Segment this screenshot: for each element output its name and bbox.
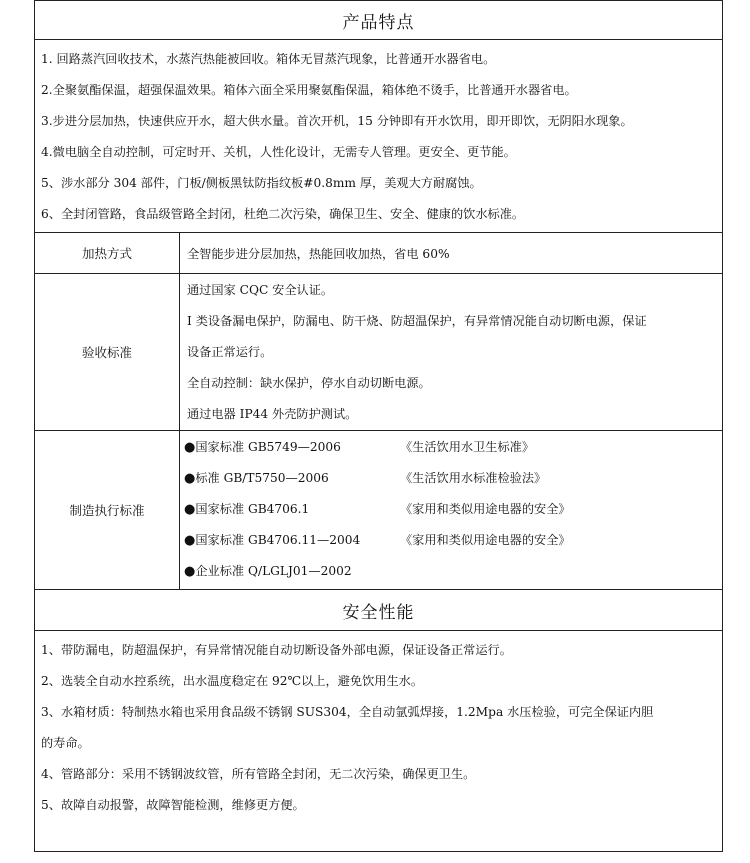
- standard-item: [184, 432, 722, 463]
- standard-item: [184, 525, 722, 556]
- standards-row: [35, 430, 722, 589]
- safety-item: 的寿命。: [41, 736, 90, 750]
- feature-item: 2.全聚氨酯保温，超强保温效果。箱体六面全采用聚氨酯保温，箱体绝不烫手，比普通开水器省电。: [41, 83, 577, 97]
- spec-document: [34, 0, 723, 852]
- standard-name: 《家用和类似用途电器的安全》: [400, 502, 571, 516]
- feature-item: 4.微电脑全自动控制，可定时开、关机，人性化设计，无需专人管理。更安全、更节能。: [41, 145, 516, 159]
- standard-item: [184, 463, 722, 494]
- standards-label: 制造执行标准: [35, 431, 180, 589]
- heating-value-text: 全智能步进分层加热，热能回收加热，省电 60%: [187, 246, 450, 261]
- feature-item: 3.步进分层加热，快速供应开水，超大供水量。首次开机，15 分钟即有开水饮用，即开即饮，无阴阳水现象。: [41, 114, 633, 128]
- standard-item: [184, 494, 722, 525]
- heating-row: [35, 232, 722, 273]
- acceptance-value: [180, 274, 722, 430]
- safety-item: 2、选装全自动水控系统，出水温度稳定在 92℃以上，避免饮用生水。: [41, 674, 424, 688]
- spec-table: [34, 0, 723, 852]
- acceptance-line: I 类设备漏电保护，防漏电、防干烧、防超温保护，有异常情况能自动切断电源，保证: [187, 314, 647, 328]
- acceptance-line: 通过电器 IP44 外壳防护测试。: [187, 407, 358, 421]
- standard-name: 《生活饮用水卫生标准》: [400, 440, 535, 454]
- feature-item: 5、涉水部分 304 部件，门板/侧板黑钛防指纹板#0.8mm 厚，美观大方耐腐蚀。: [41, 176, 482, 190]
- standard-code: 标准 GB/T5750—2006: [195, 471, 329, 485]
- acceptance-row: [35, 273, 722, 430]
- bullet-icon: ●: [184, 502, 196, 517]
- safety-item: 5、故障自动报警，故障智能检测，维修更方便。: [41, 798, 305, 812]
- standard-code: 国家标准 GB4706.1: [195, 502, 310, 516]
- bullet-icon: ●: [184, 564, 196, 579]
- safety-title: 安全性能: [35, 589, 722, 631]
- acceptance-line: 通过国家 CQC 安全认证。: [187, 283, 334, 297]
- feature-item: 6、全封闭管路，食品级管路全封闭，杜绝二次污染，确保卫生、安全、健康的饮水标准。: [41, 207, 525, 221]
- acceptance-label: 验收标准: [35, 274, 180, 430]
- standards-value: [180, 431, 722, 589]
- safety-item: 1、带防漏电，防超温保护，有异常情况能自动切断设备外部电源，保证设备正常运行。: [41, 643, 512, 657]
- safety-item: 4、管路部分：采用不锈钢波纹管，所有管路全封闭，无二次污染，确保更卫生。: [41, 767, 476, 781]
- heating-value: [180, 233, 722, 273]
- standard-code: 国家标准 GB4706.11—2004: [195, 533, 361, 547]
- acceptance-line: 全自动控制：缺水保护，停水自动切断电源。: [187, 376, 431, 390]
- features-list: [35, 40, 722, 232]
- feature-item: 1. 回路蒸汽回收技术，水蒸汽热能被回收。箱体无冒蒸汽现象，比普通开水器省电。: [41, 52, 496, 66]
- acceptance-line: 设备正常运行。: [187, 345, 273, 359]
- bullet-icon: ●: [184, 471, 196, 486]
- heating-label: 加热方式: [35, 233, 180, 273]
- bullet-icon: ●: [184, 533, 196, 548]
- standard-name: 《生活饮用水标准检验法》: [400, 471, 547, 485]
- safety-list: [35, 631, 722, 851]
- safety-item: 3、水箱材质：特制热水箱也采用食品级不锈钢 SUS304，全自动氩弧焊接，1.2Mpa 水压检验，可完全保证内胆: [41, 705, 654, 719]
- standard-code: 国家标准 GB5749—2006: [195, 440, 341, 454]
- standard-item: [184, 556, 722, 587]
- standard-code: 企业标准 Q/LGLJ01—2002: [195, 564, 352, 578]
- features-title: 产品特点: [35, 0, 722, 40]
- bullet-icon: ●: [184, 440, 196, 455]
- standard-name: 《家用和类似用途电器的安全》: [400, 533, 571, 547]
